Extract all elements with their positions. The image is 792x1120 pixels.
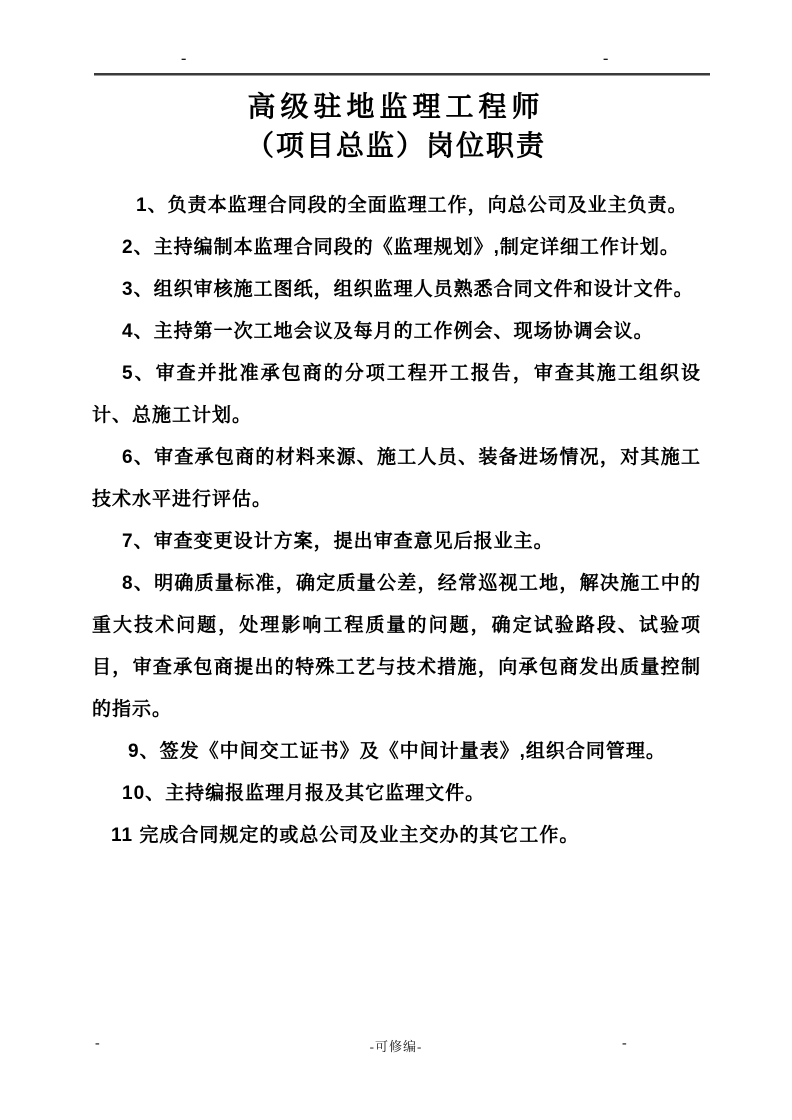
header-dash-left: - <box>181 50 187 67</box>
header-dash-right: - <box>603 50 609 67</box>
title-line-1: 高级驻地监理工程师 <box>247 91 545 122</box>
duty-item-3: 3、组织审核施工图纸，组织监理人员熟悉合同文件和设计文件。 <box>122 279 694 300</box>
duty-item-6: 6、审查承包商的材料来源、施工人员、装备进场情况，对其施工技术水平进行评估。 <box>92 447 701 510</box>
title-line-2: （项目总监）岗位职责 <box>245 130 546 161</box>
document-body <box>92 185 701 857</box>
header-rule <box>94 73 710 76</box>
footer-dash-right: - <box>622 1036 627 1051</box>
duty-item-10: 10、主持编报监理月报及其它监理文件。 <box>122 783 486 804</box>
duty-item-7: 7、审查变更设计方案，提出审查意见后报业主。 <box>122 531 554 552</box>
duty-item-5: 5、审查并批准承包商的分项工程开工报告，审查其施工组织设计、总施工计划。 <box>92 363 701 426</box>
duty-item-4: 4、主持第一次工地会议及每月的工作例会、现场协调会议。 <box>122 321 654 342</box>
duty-item-11: 11 完成合同规定的或总公司及业主交办的其它工作。 <box>111 825 580 846</box>
duty-item-9: 9、签发《中间交工证书》及《中间计量表》,组织合同管理。 <box>128 741 666 762</box>
duty-item-8: 8、明确质量标准，确定质量公差，经常巡视工地，解决施工中的重大技术问题，处理影响工程质量的问题，确定试验路段、试验项目，审查承包商提出的特殊工艺与技术措施，向承包商发出质量控制的指示。 <box>92 573 701 720</box>
duty-item-2: 2、主持编制本监理合同段的《监理规划》,制定详细工作计划。 <box>122 237 680 258</box>
footer-dash-left: - <box>95 1036 100 1051</box>
duty-item-1: 1、负责本监理合同段的全面监理工作，向总公司及业主负责。 <box>136 195 688 216</box>
footer-editable-note: -可修编- <box>369 1039 423 1054</box>
document-title <box>0 87 792 165</box>
